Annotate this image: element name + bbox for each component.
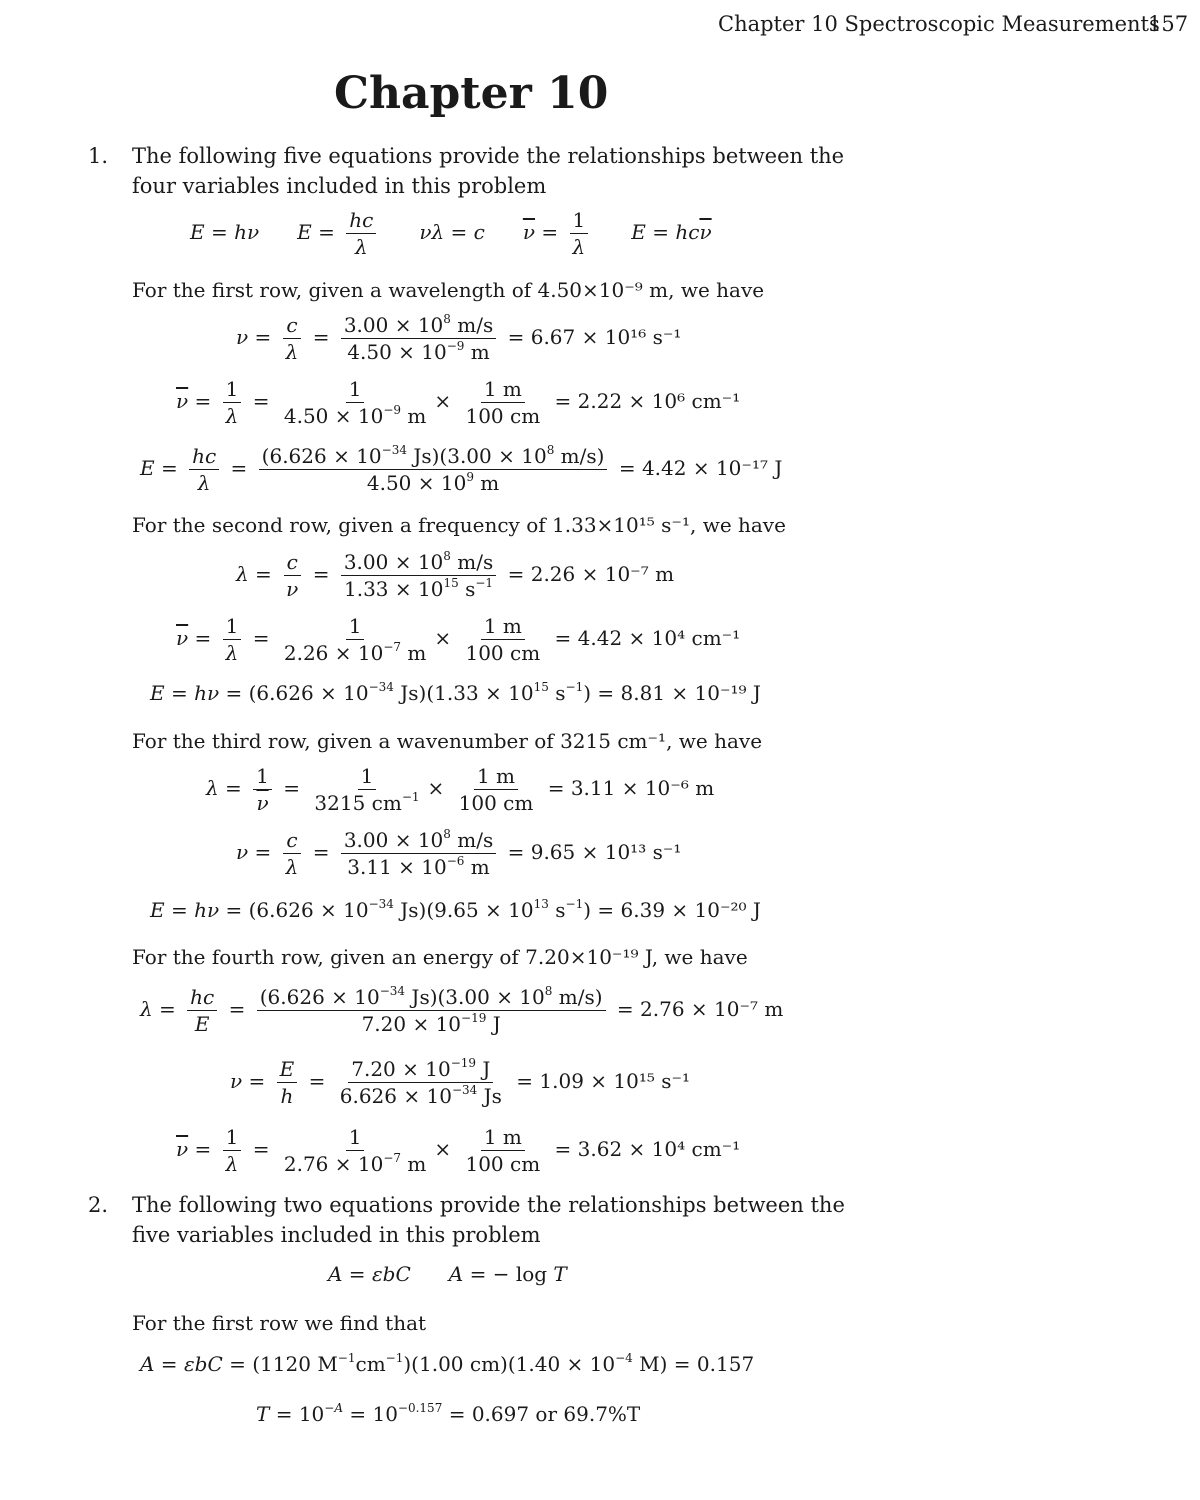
result-row4-wavelength: = 2.76 × 10⁻⁷ m (616, 997, 784, 1021)
result-row2-wavenumber: = 4.42 × 10⁴ cm⁻¹ (554, 626, 741, 650)
eq-p2-absorbance: A = εbC = (1120 $M^{-1}cm^{-1})(1.00$ $cm)(1.40 \times 10^{-4}$ M) = 0.157 (140, 1351, 755, 1376)
running-header-title: Chapter 10 Spectroscopic Measurements (718, 12, 1160, 36)
problem-1-number: 1. (88, 144, 109, 168)
result-row1-wavenumber: = 2.22 × 10⁶ cm⁻¹ (554, 389, 741, 413)
result-row3-frequency: = 9.65 × 10¹³ s⁻¹ (507, 840, 682, 864)
eq-row4-wavenumber: $\overline{\nu}$ = $\frac{1}{\lambda}$ = $\frac{1}{2.76 \times 10^{-7} m}$ × $\frac{1 m}{100 cm}$ = 3.62 × 10⁴ cm⁻¹ (176, 1125, 741, 1176)
eq-row4-frequency: ν = $\frac{E}{h}$ = $\frac{7.20 \times 10^{-19} J}{6.626 \times 10^{-34} Js}$ = 1.09 × 10¹⁵ s⁻¹ (230, 1056, 691, 1108)
eq-p2-transmittance: $T = 10^{-A} = 10^{-0.157} = 0.697$ or 69.7%T (256, 1401, 641, 1426)
chapter-title: Chapter 10 (334, 68, 609, 119)
problem-2-row-1-intro: For the first row we find that (132, 1311, 427, 1335)
eq-row4-wavelength: λ = $\frac{hc}{E}$ = $\frac{(6.626 \times 10^{-34} Js)(3.00 \times 10^8 m/s)}{7.20 \times 10^{-19} J}$ = 2.76 × 10⁻⁷ m (140, 984, 784, 1036)
row-1-intro: For the first row, given a wavelength of 4.50×10⁻⁹ m, we have (132, 278, 765, 302)
result-row1-frequency: = 6.67 × 10¹⁶ s⁻¹ (507, 325, 682, 349)
eq-row3-energy: $E = h\nu = (6.626 \times 10^{-34}$ $Js)(9.65 \times 10^{13}$ $s^{-1}) = 6.39 \times 10^{-20}$ J (150, 897, 761, 922)
problem-1-intro-line1: The following five equations provide the relationships between the (132, 144, 845, 168)
result-row1-energy: = 4.42 × 10⁻¹⁷ J (618, 456, 783, 480)
eq-row1-energy: E = $\frac{hc}{\lambda}$ = $\frac{(6.626 \times 10^{-34} Js)(3.00 \times 10^8 m/s)}{4.50 \times 10^9 m}$ = 4.42 × 10⁻¹⁷ J (140, 443, 783, 495)
problem-1-intro-line2: four variables included in this problem (132, 174, 547, 198)
eq-row2-wavelength: λ = $\frac{c}{\nu}$ = $\frac{3.00 \times 10^8 m/s}{1.33 \times 10^{15} s^{-1}}$ = 2.26 × 10⁻⁷ m (236, 549, 675, 601)
row-4-intro: For the fourth row, given an energy of 7.20×10⁻¹⁹ J, we have (132, 945, 748, 969)
row-2-intro: For the second row, given a frequency of 1.33×10¹⁵ s⁻¹, we have (132, 513, 786, 537)
eq-row2-energy: $E = h\nu = (6.626 \times 10^{-34}$ $Js)(1.33 \times 10^{15}$ $s^{-1}) = 8.81 \times 10^{-19}$ J (150, 680, 761, 705)
problem-2-intro-line2: five variables included in this problem (132, 1223, 541, 1247)
eq-row2-wavenumber: $\overline{\nu}$ = $\frac{1}{\lambda}$ = $\frac{1}{2.26 \times 10^{-7} m}$ × $\frac{1 m}{100 cm}$ = 4.42 × 10⁴ cm⁻¹ (176, 614, 741, 665)
result-row2-energy: = 8.81 × 10⁻¹⁹ J (597, 681, 761, 705)
equation-set-1: E = hν E = $\frac{hc}{\lambda}$ νλ = c $\overline{\nu}$ = $\frac{1}{\lambda}$ $E = hc\overline{\nu}$ (190, 208, 712, 259)
row-3-intro: For the third row, given a wavenumber of 3215 cm⁻¹, we have (132, 729, 763, 753)
eq-row1-frequency: ν = $\frac{c}{\lambda}$ = $\frac{3.00 \times 10^8 m/s}{4.50 \times 10^{-9} m}$ = 6.67 × 10¹⁶ s⁻¹ (236, 312, 682, 364)
page-number: 157 (1148, 12, 1189, 36)
result-row3-wavelength: = 3.11 × 10⁻⁶ m (547, 776, 715, 800)
result-row2-wavelength: = 2.26 × 10⁻⁷ m (507, 562, 675, 586)
eq-row3-frequency: ν = $\frac{c}{\lambda}$ = $\frac{3.00 \times 10^8 m/s}{3.11 \times 10^{-6} m}$ = 9.65 × 10¹³ s⁻¹ (236, 827, 682, 879)
result-p2-absorbance: = 0.157 (673, 1352, 755, 1376)
result-row4-frequency: = 1.09 × 10¹⁵ s⁻¹ (516, 1069, 691, 1093)
result-p2-transmittance: = 0.697 or 69.7%T (448, 1402, 641, 1426)
eq-row1-wavenumber: $\overline{\nu}$ = $\frac{1}{\lambda}$ = $\frac{1}{4.50 \times 10^{-9} m}$ × $\frac{1 m}{100 cm}$ = 2.22 × 10⁶ cm⁻¹ (176, 377, 741, 428)
equation-set-2: A = εbC A = − log T (328, 1262, 567, 1286)
eq-row3-wavelength: λ = $\frac{1}{\nu}$ = $\frac{1}{3215 cm^{-1}}$ × $\frac{1 m}{100 cm}$ = 3.11 × 10⁻⁶ m (206, 764, 715, 815)
problem-2-number: 2. (88, 1193, 109, 1217)
problem-2-intro (132, 1190, 845, 1250)
result-row3-energy: = 6.39 × 10⁻²⁰ J (597, 898, 761, 922)
problem-2-intro-line1: The following two equations provide the relationships between the (132, 1193, 845, 1217)
problem-1-intro (132, 141, 844, 201)
result-row4-wavenumber: = 3.62 × 10⁴ cm⁻¹ (554, 1137, 741, 1161)
